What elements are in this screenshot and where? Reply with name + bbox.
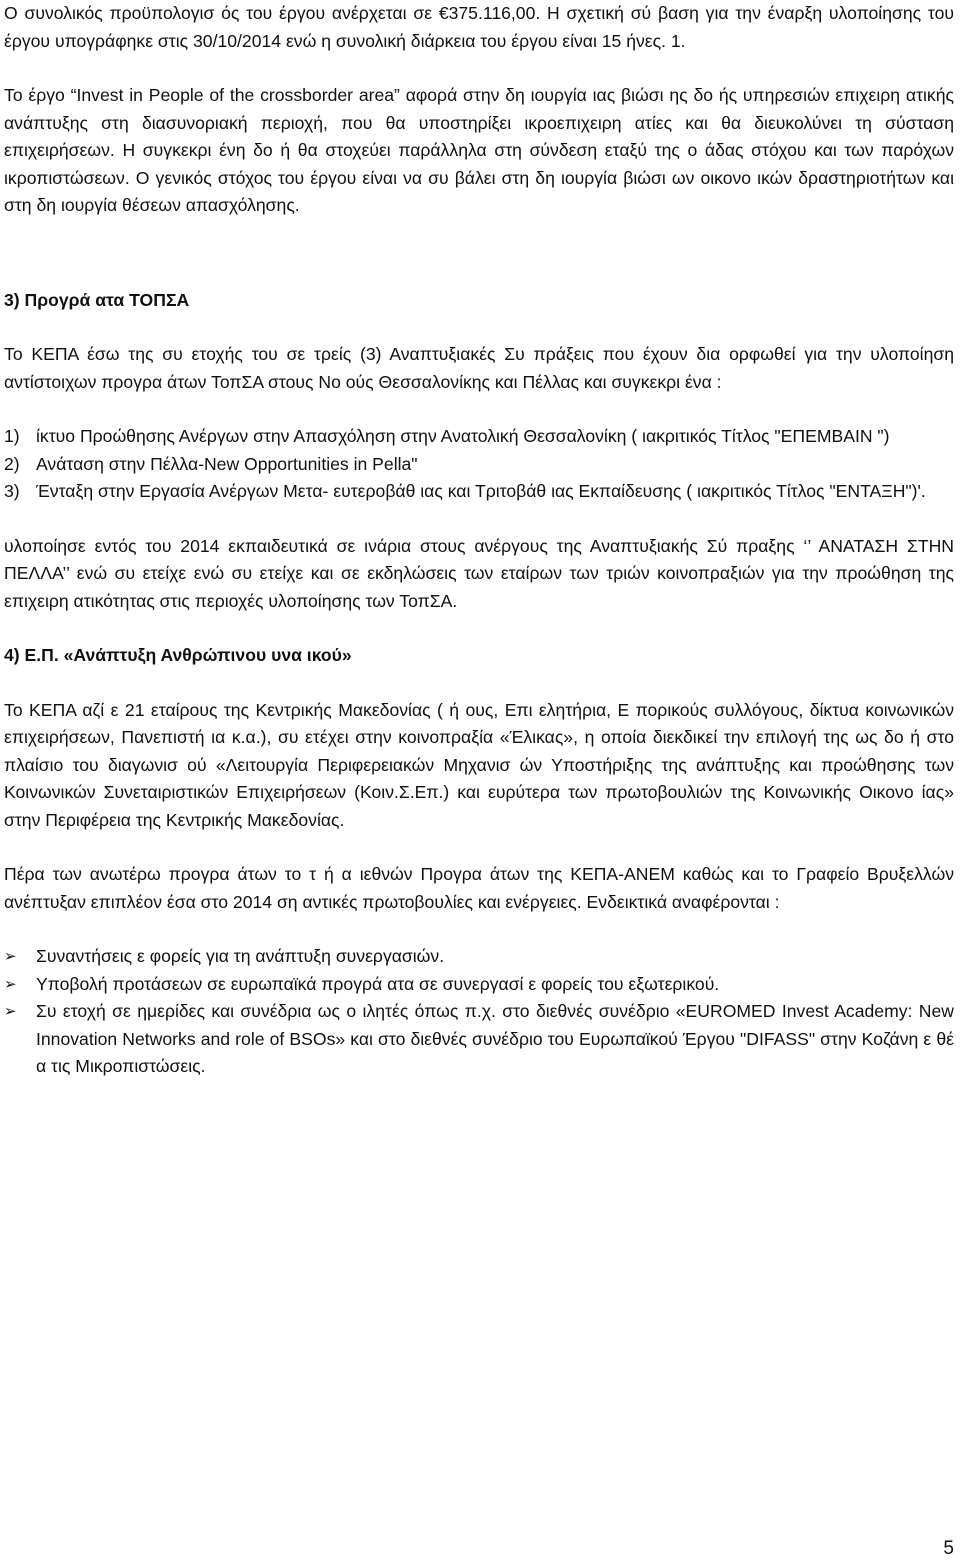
- heading-topsa-programs: 3) Προγρά ατα ΤΟΠΣΑ: [4, 289, 190, 310]
- arrow-bullet-icon: ➢: [4, 948, 17, 965]
- list-item-text: Ανάταση στην Πέλλα-New Opportunities in Pella": [36, 453, 418, 474]
- numbered-list: [4, 423, 954, 506]
- list-item-text: Συναντήσεις ε φορείς για τη ανάπτυξη συνεργασιών.: [36, 946, 445, 966]
- heading-human-resources: 4) Ε.Π. «Ανάπτυξη Ανθρώπινου υνα ικού»: [4, 645, 352, 665]
- list-item: [4, 423, 954, 451]
- arrow-bullet-icon: ➢: [4, 975, 17, 993]
- document-page: [4, 0, 954, 1081]
- arrow-bullet-icon: ➢: [4, 1003, 17, 1020]
- list-item-text: Ένταξη στην Εργασία Ανέργων Μετα- ευτεροβάθ ιας και Τριτοβάθ ιας Εκπαίδευσης ( ιακριτικός Τίτλος "ΕΝΤΑΞΗ")'.: [36, 481, 926, 501]
- list-item-text: Συ ετοχή σε ημερίδες και συνέδρια ως ο ιλητές όπως π.χ. στο διεθνές συνέδριο «EUROMED Invest Academy: New Innovation Networks and role of BSOs» και στο διεθνές συνέδριο του Ευρωπαϊκού Έργου "DIFASS" στην Κοζάνη ε θέ α τις Μικροπιστώσεις.: [36, 1001, 954, 1076]
- paragraph-seminars: υλοποίησε εντός του 2014 εκπαιδευτικά σε ινάρια στους ανέργους της Αναπτυξιακής Σύ πραξης ‘’ ΑΝΑΤΑΣΗ ΣΤΗΝ ΠΕΛΛΑ’’ ενώ συ ετείχε ενώ συ ετείχε και σε εκδηλώσεις των εταίρων των τριών κοινοπραξιών για την προώθηση της επιχειρη ατικότητας στις περιοχές υλοποίησης των ΤοπΣΑ.: [4, 535, 954, 611]
- list-item-number: 2): [4, 453, 20, 474]
- list-item: [4, 971, 954, 999]
- paragraph-invest-in-people: Το έργο “Invest in People of the crossborder area” αφορά στην δη ιουργία ιας βιώσι ης δο ής υπηρεσιών επιχειρη ατικής ανάπτυξης στη διασυνοριακή περιοχή, που θα υποστηρίξει ικροεπιχειρη ατίες και θα διευκολύνει τη σύσταση επιχειρήσεων. Η συγκεκρι ένη δο ή θα στοχεύει παράλληλα στη σύνδεση εταξύ της ο άδας στόχου και των παρόχων ικροπιστώσεων. Ο γενικός στόχος του έργου είναι να συ βάλει στη δη ιουργία βιώσι ων οικονο ικών δραστηριοτήτων και στη δη ιουργία θέσεων απασχόλησης.: [4, 85, 954, 215]
- list-item-number: 3): [4, 481, 20, 501]
- page-number: 5: [943, 1538, 954, 1559]
- bullet-list: [4, 943, 954, 1081]
- list-item-text: ίκτυο Προώθησης Ανέργων στην Απασχόληση στην Ανατολική Θεσσαλονίκη ( ιακριτικός Τίτλος "ΕΠΕΜΒΑΙΝ "): [36, 426, 890, 446]
- list-item: [4, 998, 954, 1081]
- list-item: [4, 478, 954, 506]
- list-item-text: Υποβολή προτάσεων σε ευρωπαϊκά προγρά ατα σε συνεργασί ε φορείς του εξωτερικού.: [36, 973, 720, 994]
- paragraph-international: Πέρα των ανωτέρω προγρα άτων το τ ή α ιεθνών Προγρα άτων της ΚΕΠΑ-ΑΝΕΜ καθώς και το Γραφείο Βρυξελλών ανέπτυξαν επιπλέον έσα στο 2014 ση αντικές πρωτοβουλίες και ενέργειες. Ενδεικτικά αναφέρονται :: [4, 864, 954, 912]
- paragraph-budget: Ο συνολικός προϋπολογισ ός του έργου ανέρχεται σε €375.116,00. Η σχετική σύ βαση για την έναρξη υλοποίησης του έργου υπογράφηκε στις 30/10/2014 ενώ η συνολική διάρκεια του έργου είναι 15 ήνες. 1.: [4, 3, 954, 51]
- list-item-number: 1): [4, 426, 20, 446]
- paragraph-elikas: Το ΚΕΠΑ αζί ε 21 εταίρους της Κεντρικής Μακεδονίας ( ή ους, Επι ελητήρια, Ε πορικούς συλλόγους, δίκτυα κοινωνικών επιχειρήσεων, Πανεπιστή ια κ.α.), συ ετέχει στην κοινοπραξία «Έλικας», η οποία διεκδικεί την επιλογή της ως δο ή στο πλαίσιο του διαγωνισ ού «Λειτουργία Περιφερειακών Μηχανισ ών Υποστήριξης της ανάπτυξης και προώθησης των Κοινωνικών Συνεταιριστικών Επιχειρήσεων (Κοιν.Σ.Επ.) και ευρύτερα των πρωτοβουλιών της Κοινωνικής Οικονο ίας» στην Περιφέρεια της Κεντρικής Μακεδονίας.: [4, 699, 954, 830]
- list-item: [4, 451, 954, 479]
- list-item: [4, 943, 954, 971]
- paragraph-topsa-intro: Το ΚΕΠΑ έσω της συ ετοχής του σε τρείς (3) Αναπτυξιακές Συ πράξεις που έχουν δια ορφωθεί για την υλοποίηση αντίστοιχων προγρα άτων ΤοπΣΑ στους Νο ούς Θεσσαλονίκης και Πέλλας και συγκεκρι ένα :: [4, 344, 954, 392]
